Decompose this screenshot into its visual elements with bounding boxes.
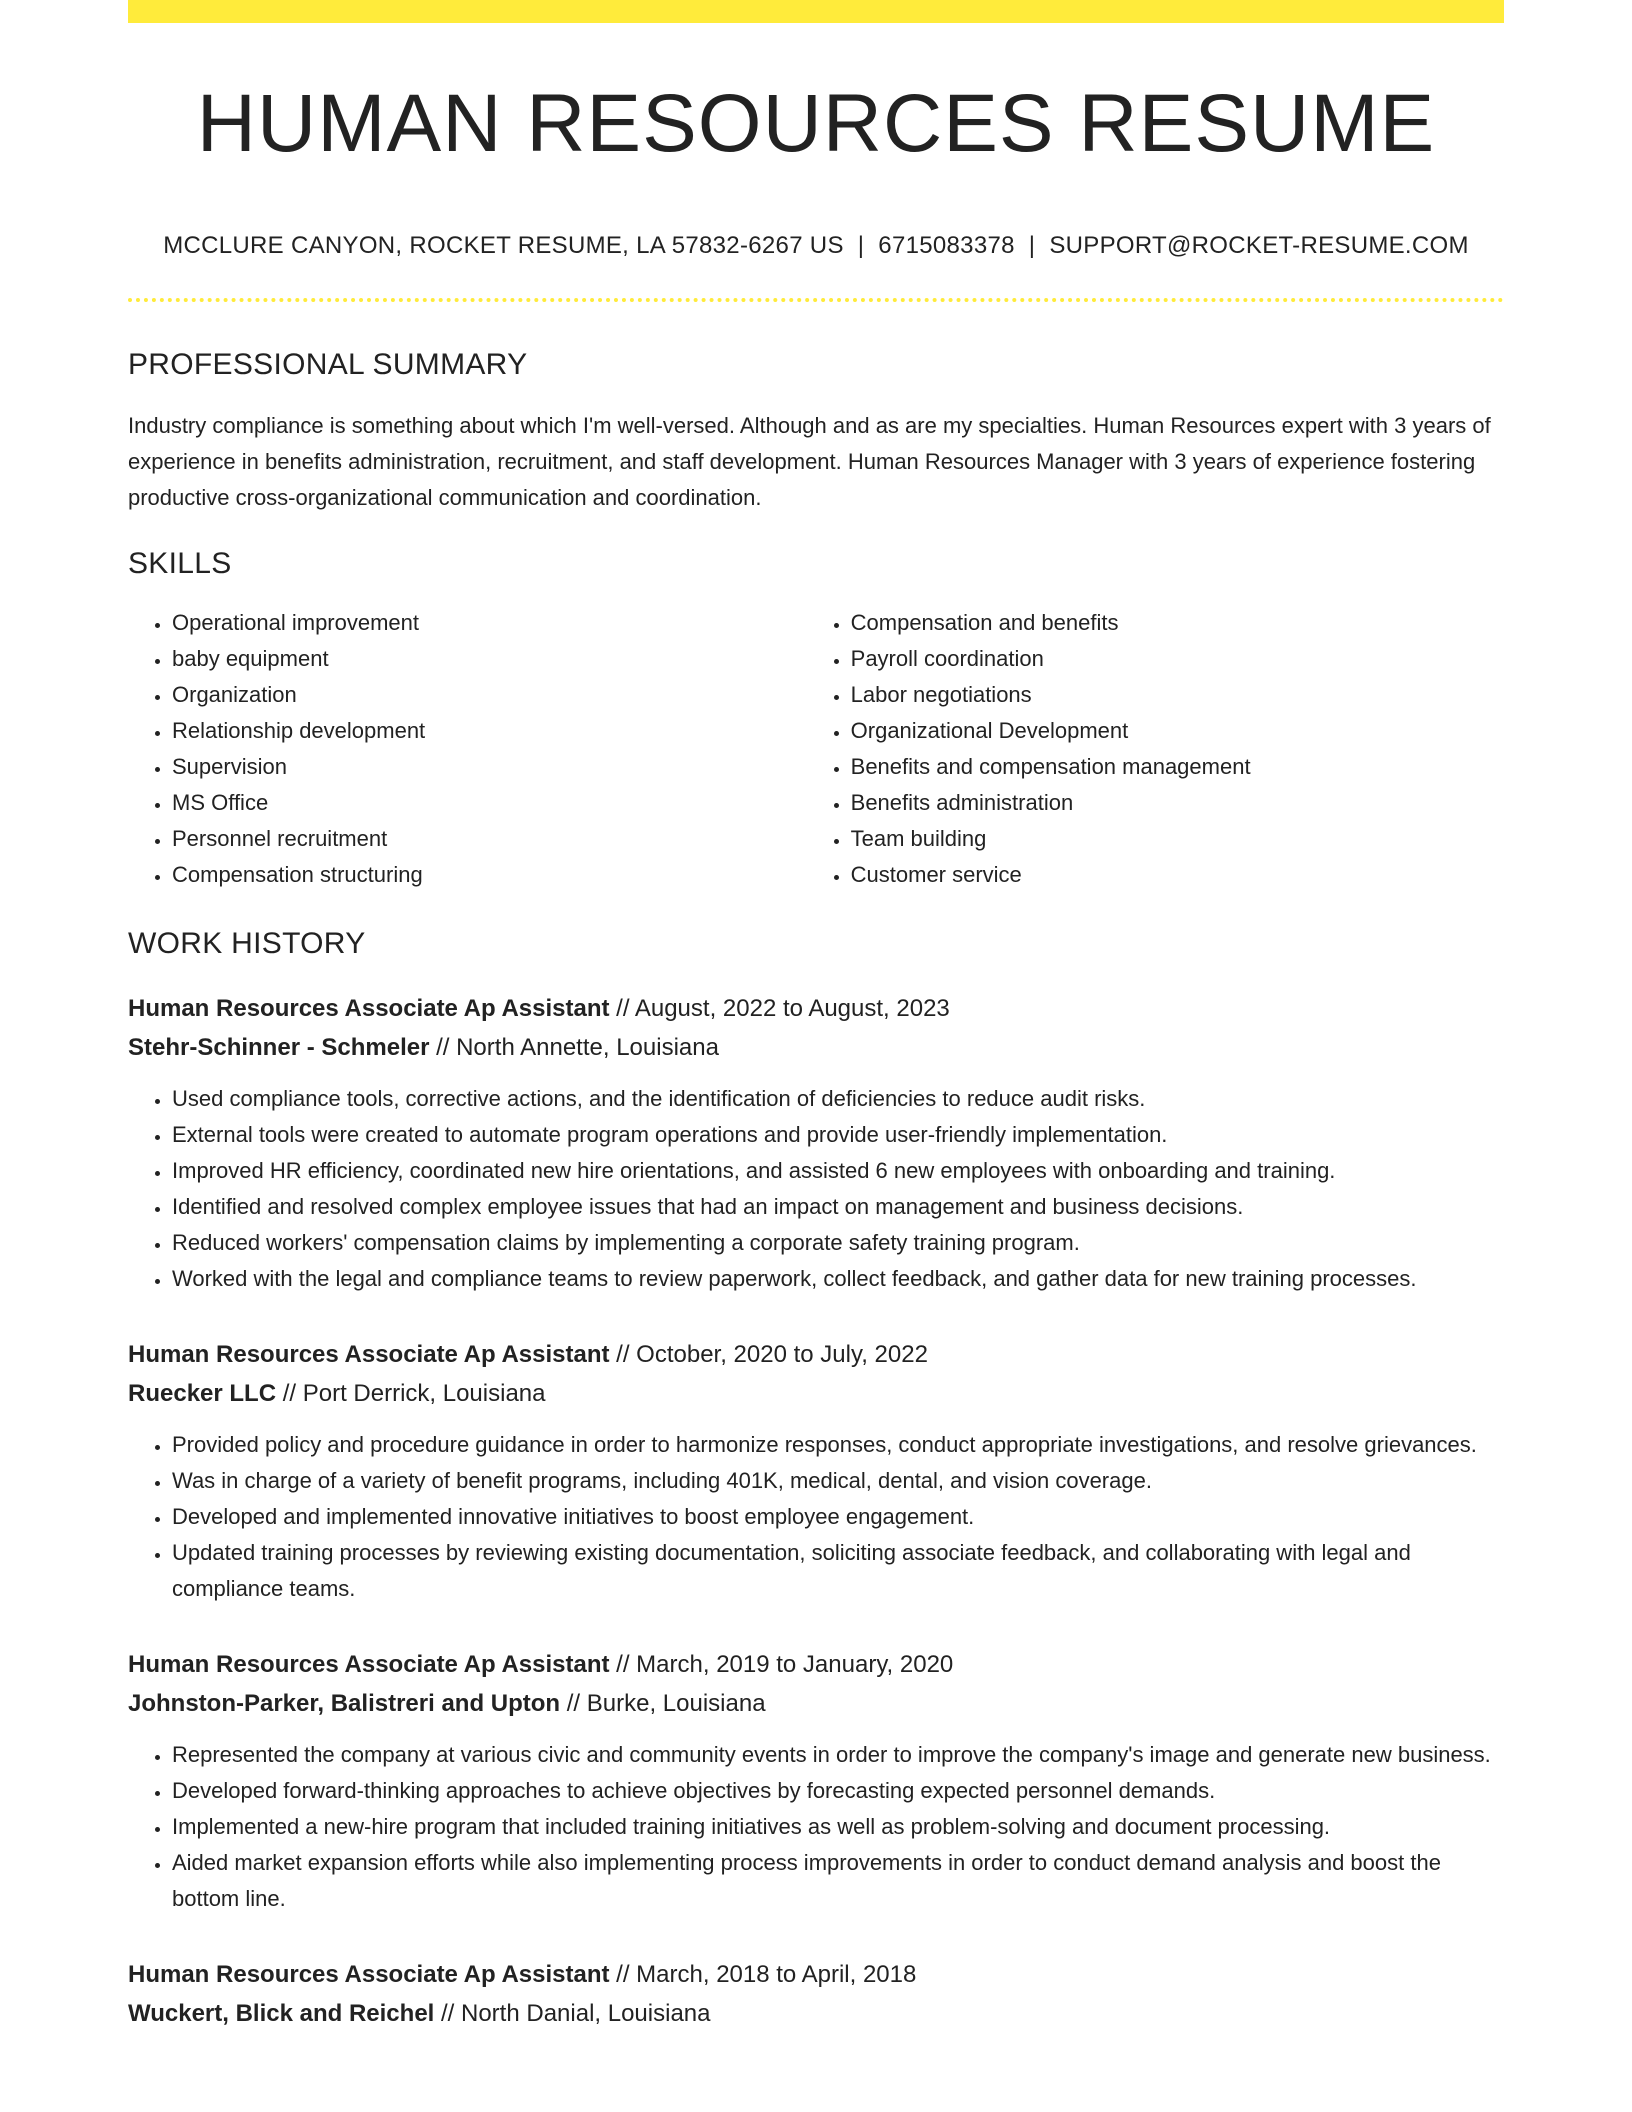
skill-item: • MS Office <box>172 785 807 821</box>
job-dates: // March, 2019 to January, 2020 <box>616 1651 954 1678</box>
job-title-line <box>128 1645 1504 1684</box>
job-bullets <box>128 1427 1504 1607</box>
work-history-heading: WORK HISTORY <box>128 927 366 960</box>
skills-list <box>128 605 1504 893</box>
job-bullet: • Updated training processes by reviewing existing documentation, soliciting associate feedback, and collaborating with legal and compliance teams. <box>172 1535 1504 1607</box>
accent-top-bar <box>128 0 1504 23</box>
job-company: Stehr-Schinner - Schmeler <box>128 1034 430 1061</box>
skill-item: • Organization <box>172 677 807 713</box>
job-title-line <box>128 1335 1504 1374</box>
skill-item: • Customer service <box>851 857 1504 893</box>
dotted-divider <box>128 298 1504 302</box>
job-company-line <box>128 1684 1504 1723</box>
job-dates: // August, 2022 to August, 2023 <box>616 995 950 1022</box>
job-company-line <box>128 1374 1504 1413</box>
skills-column-left <box>128 605 807 893</box>
job-company: Wuckert, Blick and Reichel <box>128 2000 435 2027</box>
contact-email: SUPPORT@ROCKET-RESUME.COM <box>1049 232 1469 259</box>
job-title: Human Resources Associate Ap Assistant <box>128 995 610 1022</box>
job-bullet: • Used compliance tools, corrective actions, and the identification of deficiencies to reduce audit risks. <box>172 1081 1504 1117</box>
summary-heading: PROFESSIONAL SUMMARY <box>128 348 528 381</box>
skill-item: • Personnel recruitment <box>172 821 807 857</box>
page-title: HUMAN RESOURCES RESUME <box>196 78 1436 169</box>
job-title: Human Resources Associate Ap Assistant <box>128 1341 610 1368</box>
resume-page <box>128 0 1504 2033</box>
job-title: Human Resources Associate Ap Assistant <box>128 1961 610 1988</box>
job-bullet: • Identified and resolved complex employee issues that had an impact on management and business decisions. <box>172 1189 1504 1225</box>
contact-separator: | <box>857 232 865 259</box>
job-entry <box>128 989 1504 1297</box>
job-bullet: • Implemented a new-hire program that included training initiatives as well as problem-solving and document processing. <box>172 1809 1504 1845</box>
job-company-line <box>128 1028 1504 1067</box>
job-bullet: • Developed and implemented innovative initiatives to boost employee engagement. <box>172 1499 1504 1535</box>
job-bullet: • Improved HR efficiency, coordinated new hire orientations, and assisted 6 new employees with onboarding and training. <box>172 1153 1504 1189</box>
job-company: Ruecker LLC <box>128 1380 277 1407</box>
job-bullet: • External tools were created to automate program operations and provide user-friendly implementation. <box>172 1117 1504 1153</box>
job-entry <box>128 1335 1504 1607</box>
job-bullets <box>128 1081 1504 1297</box>
skill-item: • Compensation and benefits <box>851 605 1504 641</box>
job-bullet: • Was in charge of a variety of benefit programs, including 401K, medical, dental, and vision coverage. <box>172 1463 1504 1499</box>
job-bullet: • Provided policy and procedure guidance in order to harmonize responses, conduct appropriate investigations, and resolve grievances. <box>172 1427 1504 1463</box>
job-dates: // October, 2020 to July, 2022 <box>616 1341 928 1368</box>
job-bullet: • Developed forward-thinking approaches to achieve objectives by forecasting expected personnel demands. <box>172 1773 1504 1809</box>
summary-text: Industry compliance is something about which I'm well-versed. Although and as are my specialties. Human Resources expert with 3 years of experience in benefits administration, recruitment, and staff development. Human Resources Manager with 3 years of experience fostering productive cross-organizational communication and coordination. <box>128 413 1491 510</box>
job-title-line <box>128 1955 1504 1994</box>
contact-separator: | <box>1028 232 1036 259</box>
skill-item: • Benefits administration <box>851 785 1504 821</box>
job-dates: // March, 2018 to April, 2018 <box>616 1961 917 1988</box>
job-bullet: • Reduced workers' compensation claims by implementing a corporate safety training program. <box>172 1225 1504 1261</box>
skill-item: • Team building <box>851 821 1504 857</box>
job-bullet: • Worked with the legal and compliance teams to review paperwork, collect feedback, and gather data for new training processes. <box>172 1261 1504 1297</box>
skills-column-right <box>807 605 1504 893</box>
skill-item: • Organizational Development <box>851 713 1504 749</box>
job-company: Johnston-Parker, Balistreri and Upton <box>128 1690 561 1717</box>
job-location: // North Danial, Louisiana <box>441 2000 711 2027</box>
contact-line <box>128 232 1504 260</box>
job-bullet: • Aided market expansion efforts while also implementing process improvements in order to conduct demand analysis and boost the bottom line. <box>172 1845 1504 1917</box>
job-title-line <box>128 989 1504 1028</box>
job-location: // North Annette, Louisiana <box>436 1034 719 1061</box>
skill-item: • baby equipment <box>172 641 807 677</box>
skill-item: • Compensation structuring <box>172 857 807 893</box>
job-location: // Port Derrick, Louisiana <box>282 1380 546 1407</box>
job-location: // Burke, Louisiana <box>566 1690 766 1717</box>
contact-phone: 6715083378 <box>878 232 1015 259</box>
skill-item: • Labor negotiations <box>851 677 1504 713</box>
skill-item: • Payroll coordination <box>851 641 1504 677</box>
skill-item: • Benefits and compensation management <box>851 749 1504 785</box>
job-entry <box>128 1955 1504 2033</box>
job-bullets <box>128 1737 1504 1917</box>
job-bullet: • Represented the company at various civic and community events in order to improve the company's image and generate new business. <box>172 1737 1504 1773</box>
skill-item: • Supervision <box>172 749 807 785</box>
job-entry <box>128 1645 1504 1917</box>
skill-item: • Relationship development <box>172 713 807 749</box>
contact-address: MCCLURE CANYON, ROCKET RESUME, LA 57832-6267 US <box>163 232 844 259</box>
job-title: Human Resources Associate Ap Assistant <box>128 1651 610 1678</box>
skills-heading: SKILLS <box>128 547 232 580</box>
job-company-line <box>128 1994 1504 2033</box>
skill-item: • Operational improvement <box>172 605 807 641</box>
